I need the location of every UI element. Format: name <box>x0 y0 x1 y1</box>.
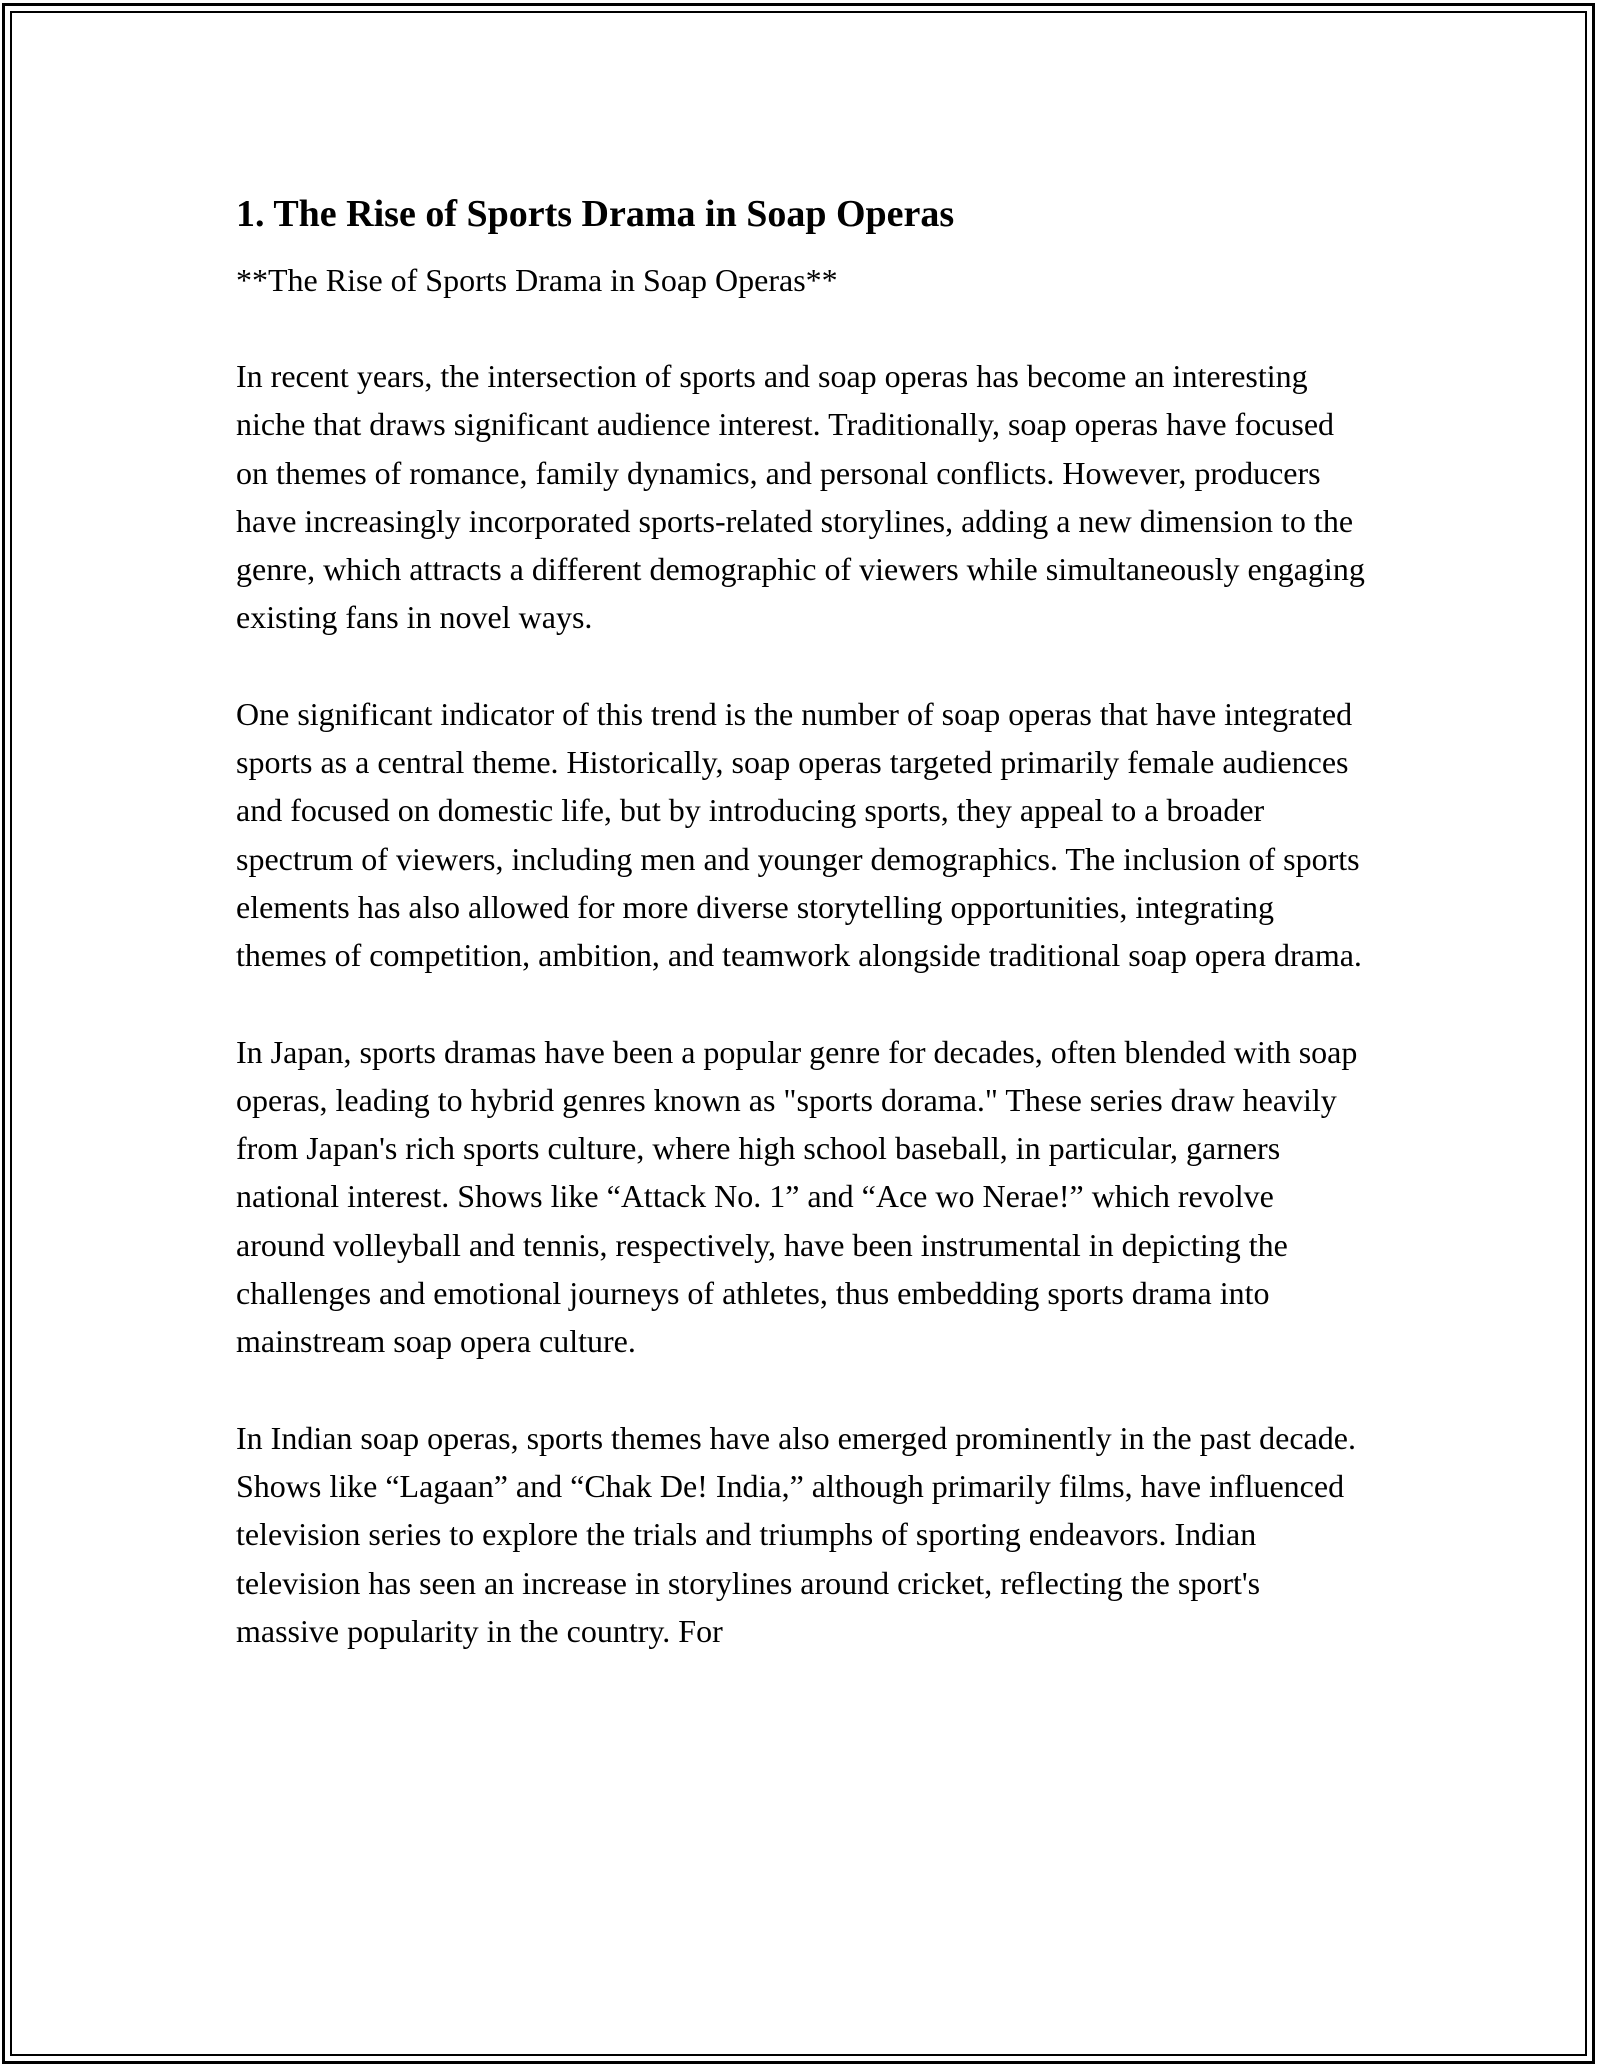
paragraph-3: In Japan, sports dramas have been a popular genre for decades, often blended with soap operas, leading to hybrid genres known as "sports dorama." These series draw heavily from Japan's rich sports culture, where high school baseball, in particular, garners national interest. Shows like “Attack No. 1” and “Ace wo Nerae!” which revolve around volleyball and tennis, respectively, have been instrumental in depicting the challenges and emotional journeys of athletes, thus embedding sports drama into mainstream soap opera culture. <box>236 1033 1358 1360</box>
page-title: 1. The Rise of Sports Drama in Soap Operas <box>236 193 955 235</box>
document-body <box>236 184 1366 1655</box>
paragraph-2: One significant indicator of this trend is the number of soap operas that have integrated sports as a central theme. Historically, soap operas targeted primarily female audiences and focused on domestic life, but by introducing sports, they appeal to a broader spectrum of viewers, including men and younger demographics. The inclusion of sports elements has also allowed for more diverse storytelling opportunities, integrating themes of competition, ambition, and teamwork alongside traditional soap opera drama. <box>236 695 1362 974</box>
paragraph-1: In recent years, the intersection of sports and soap operas has become an interesting niche that draws significant audience interest. Traditionally, soap operas have focused on themes of romance, family dynamics, and personal conflicts. However, producers have increasingly incorporated sports-related storylines, adding a new dimension to the genre, which attracts a different demographic of viewers while simultaneously engaging existing fans in novel ways. <box>236 358 1365 636</box>
paragraph-4: In Indian soap operas, sports themes have also emerged prominently in the past decade. Shows like “Lagaan” and “Chak De! India,” although primarily films, have influenced television series to explore the trials and triumphs of sporting endeavors. Indian television has seen an increase in storylines around cricket, reflecting the sport's massive popularity in the country. For <box>236 1419 1356 1649</box>
subtitle: **The Rise of Sports Drama in Soap Operas** <box>236 262 838 298</box>
